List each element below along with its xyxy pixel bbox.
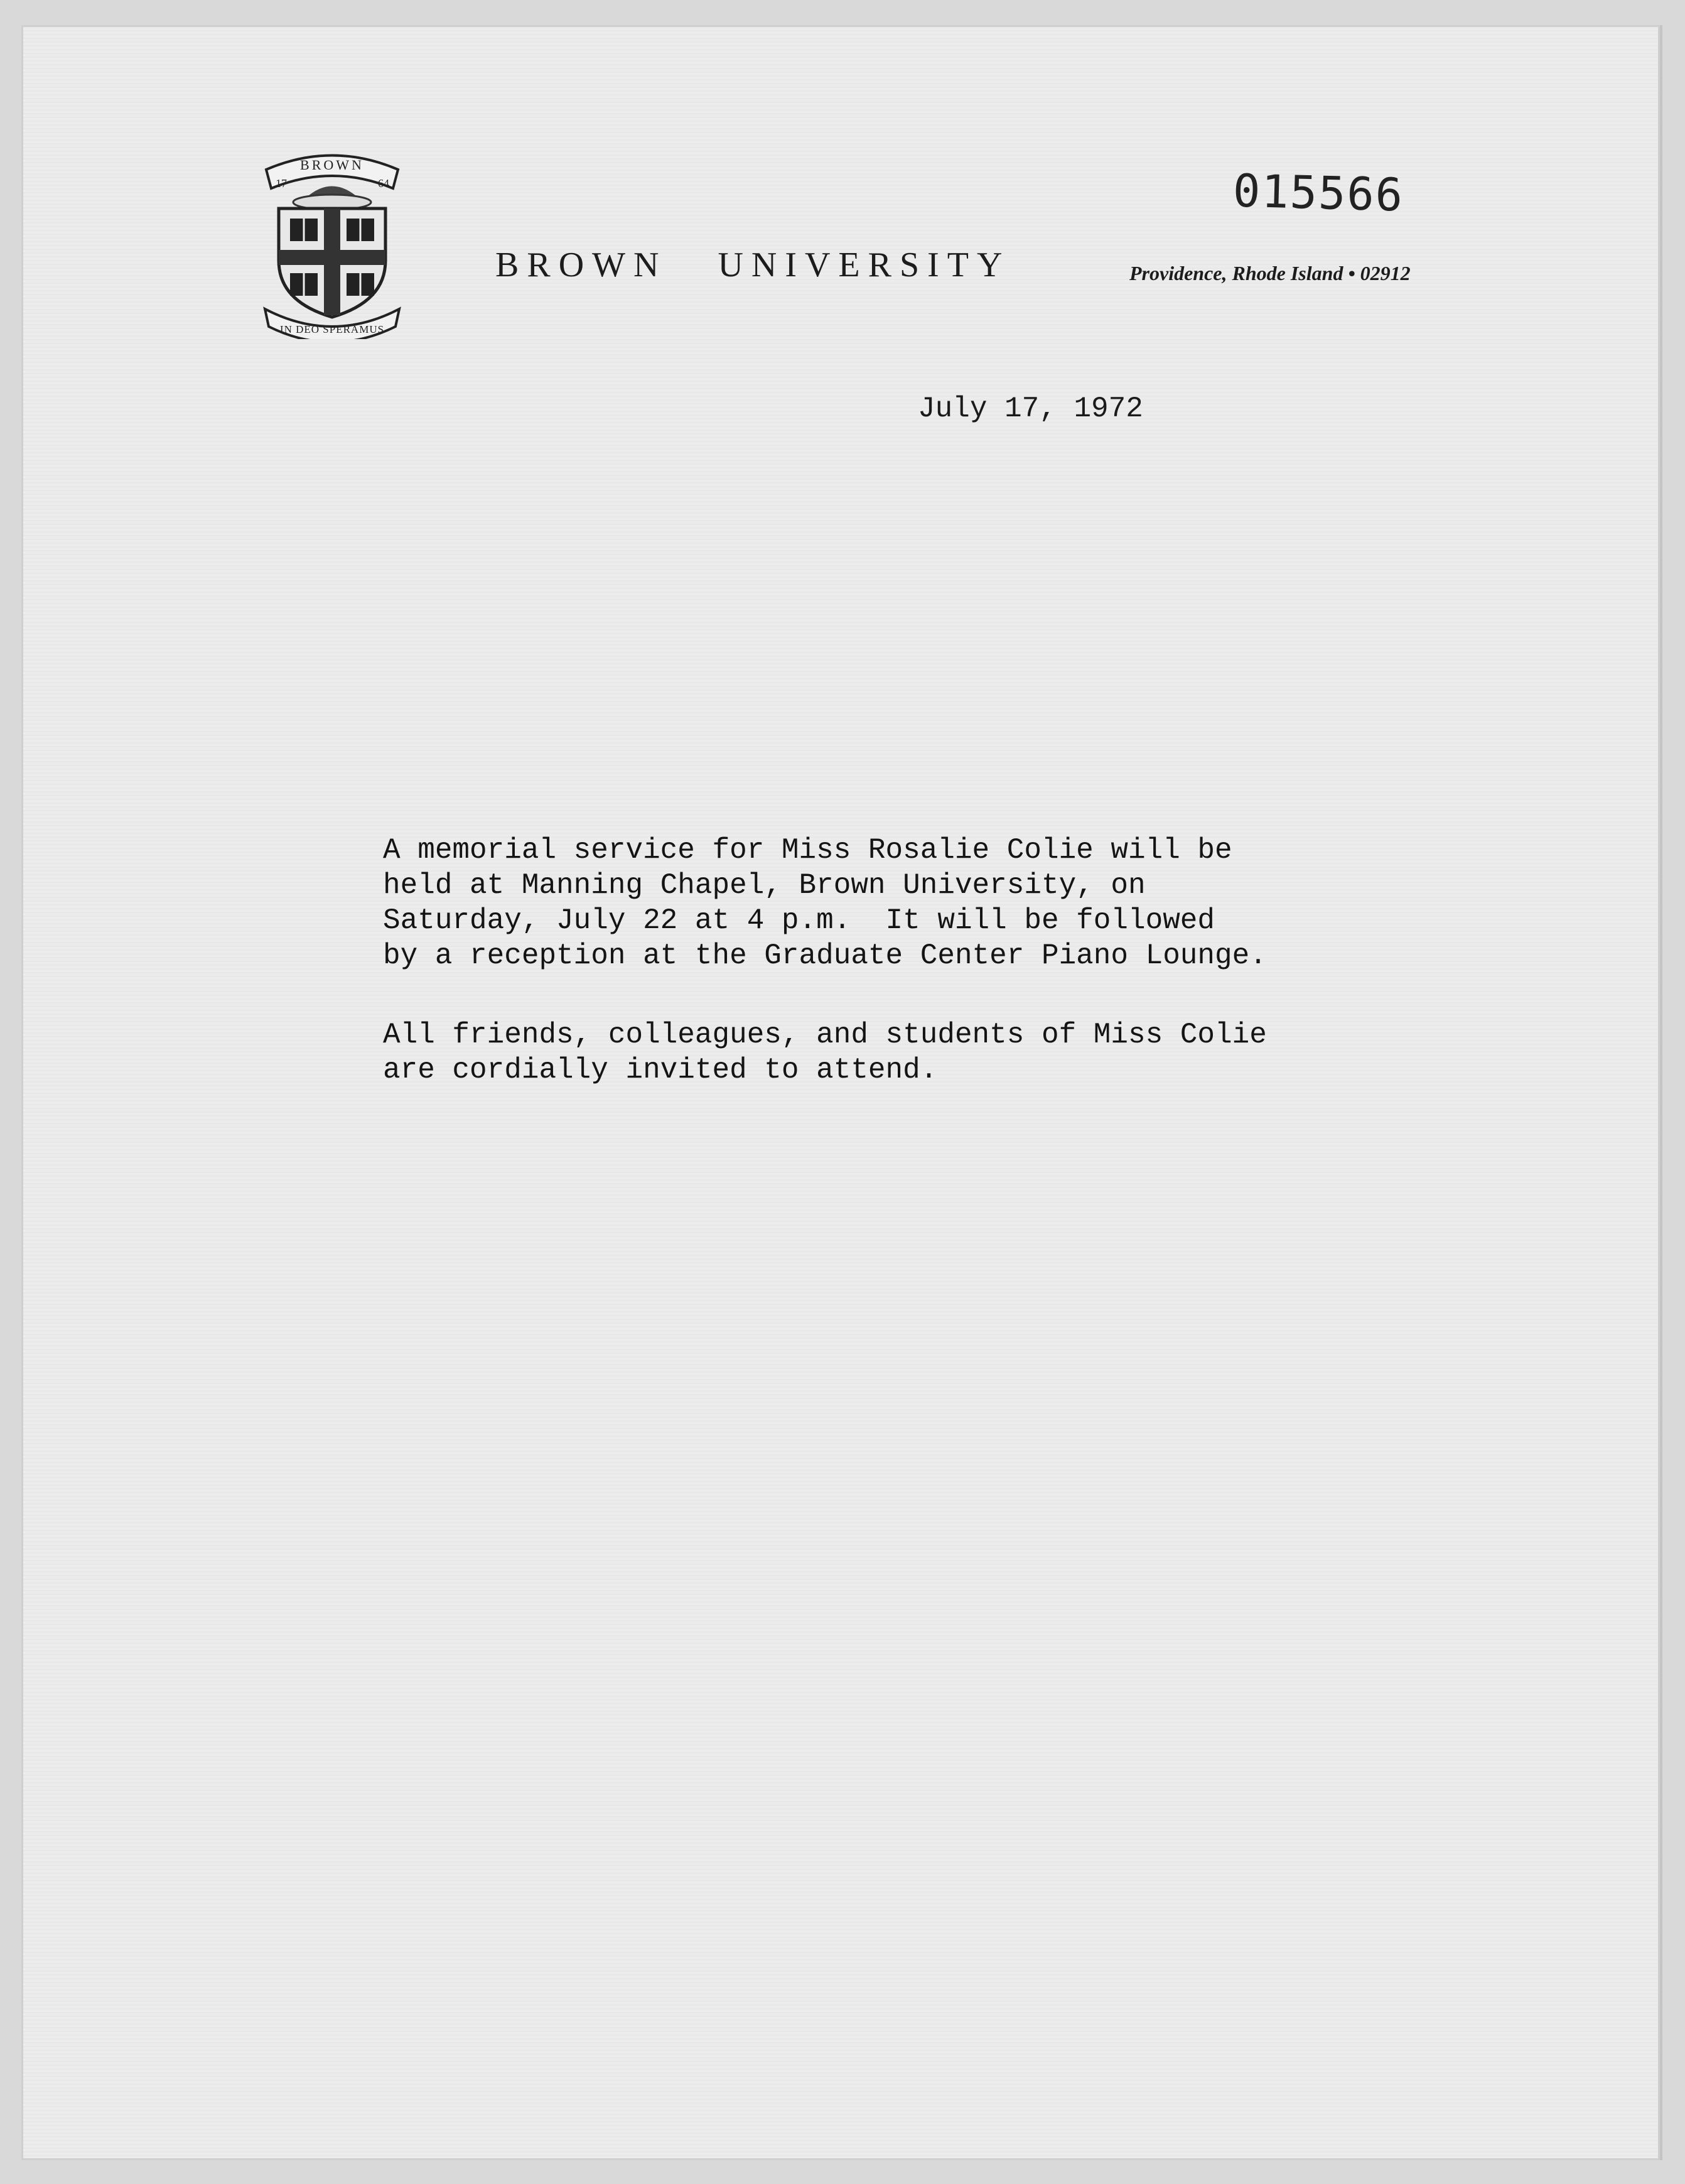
body-line: by a reception at the Graduate Center Piano Lounge. xyxy=(383,939,1267,972)
letter-date: July 17, 1972 xyxy=(918,392,1143,425)
university-seal-icon xyxy=(254,144,411,339)
letterhead-address: Providence, Rhode Island • 02912 xyxy=(1129,262,1411,284)
document-number: 015566 xyxy=(1232,164,1405,222)
body-line: A memorial service for Miss Rosalie Colie will be xyxy=(383,834,1232,867)
letter-page xyxy=(21,25,1660,2160)
seal-top-text: BROWN xyxy=(300,157,364,173)
body-paragraph-2 xyxy=(383,1017,1267,1088)
letterhead-university-name: BROWN UNIVERSITY xyxy=(495,246,1011,284)
seal-left-year: 17 xyxy=(276,177,287,190)
body-line: All friends, colleagues, and students of Miss Colie xyxy=(383,1019,1267,1051)
body-paragraph-1 xyxy=(383,833,1267,973)
body-line: are cordially invited to attend. xyxy=(383,1054,938,1086)
body-line: Saturday, July 22 at 4 p.m. It will be followed xyxy=(383,904,1215,937)
body-line: held at Manning Chapel, Brown University, on xyxy=(383,869,1146,902)
seal-right-year: 64 xyxy=(378,177,389,190)
seal-motto: IN DEO SPERAMUS xyxy=(279,323,385,335)
